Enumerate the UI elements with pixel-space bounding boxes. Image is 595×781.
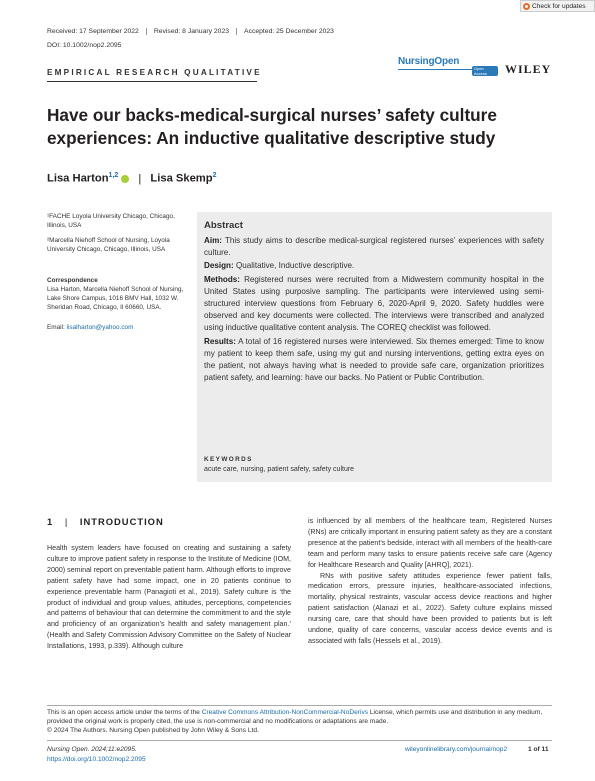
abstract-methods: [204, 274, 544, 335]
aim-text: This study aims to describe medical-surgical registered nurses’ experiences with safety culture.: [204, 236, 544, 258]
article-dates: [47, 28, 341, 35]
license-text-a: This is an open access article under the terms of the: [47, 709, 200, 716]
author-2[interactable]: Lisa Skemp: [150, 172, 213, 185]
author-1-affiliation: 1,2: [108, 172, 119, 179]
open-access-badge: Open Access: [472, 66, 498, 76]
abstract-aim: [204, 235, 544, 259]
section-heading-introduction: [47, 516, 164, 527]
affiliation-1: ¹FACHE Loyola University Chicago, Chicago, Illinois, USA: [47, 213, 175, 229]
abstract-box: [197, 212, 552, 482]
intro-paragraph-1: Health system leaders have focused on creating and sustaining a safety culture to improve patient safety in response to the Institute of Medicine (IOM, 2000) seminal report on preventable patient harm. Although efforts to improve patient safety have had some impact, one in 20 patients continue to experience preventable harm (Panagioti et al., 2019). Safety culture is ‘the product of individual and group values, attitudes, perceptions, competencies and patterns of behaviour that can determine the commitment to and the style and proficiency of an organization’s health and safety management plan.’ (Health and Safety Commission Advisory Committee on the Safety of Nuclear Installations, 1993, p.339). Although culture: [47, 544, 291, 651]
intro-paragraph-2: is influenced by all members of the healthcare team, Registered Nurses (RNs) are critically important in ensuring patient safety as they are a constant presence at the patient’s bedside, interact with all members of the health-care team and perform many tasks to ensure patients receive safe care (Agency for Healthcare Research and Quality [AHRQ], 2021).: [308, 517, 552, 569]
doi-text: DOI: 10.1002/nop2.2095: [47, 42, 122, 49]
accepted-date: Accepted: 25 December 2023: [236, 28, 341, 35]
keywords-label: KEYWORDS: [204, 456, 253, 463]
doi-link[interactable]: https://doi.org/10.1002/nop2.2095: [47, 756, 146, 763]
abstract-body: [204, 235, 544, 385]
correspondence-email: [47, 323, 192, 332]
received-date: Received: 17 September 2022: [47, 28, 139, 35]
author-1[interactable]: Lisa Harton: [47, 172, 109, 185]
results-text: A total of 16 registered nurses were interviewed. Six themes emerged: Time to know my patient to keep them safe, using my gut and nursing interventions, getting extra eyes on the patient, not always having what is needed to provide safe care, organization prioritizes patient safety, and learning: have our backs. No Patient or Public Contribution.: [204, 336, 544, 383]
affiliation-2: ²Marcella Niehoff School of Nursing, Loyola University Chicago, Chicago, Illinois, USA: [47, 237, 170, 253]
keywords-text: acute care, nursing, patient safety, safety culture: [204, 466, 355, 473]
section-number: 1: [47, 516, 54, 527]
aim-label: Aim:: [204, 236, 222, 245]
revised-date: Revised: 8 January 2023: [146, 28, 236, 35]
section-title: INTRODUCTION: [79, 516, 164, 527]
article-title: Have our backs-medical-surgical nurses’ safety culture experiences: An inductive qualitative descriptive study: [47, 105, 497, 148]
journal-site-link[interactable]: wileyonlinelibrary.com/journal/nop2: [405, 746, 508, 753]
section-divider: [47, 81, 257, 82]
correspondence-label: Correspondence: [47, 277, 98, 284]
journal-logo-text: NursingOpen: [398, 56, 460, 67]
methods-label: Methods:: [204, 274, 240, 284]
license-divider: [47, 705, 552, 706]
publisher-logo: WILEY: [505, 62, 552, 76]
abstract-title: Abstract: [204, 220, 243, 231]
abstract-results: [204, 336, 544, 385]
citation-text: Nursing Open. 2024;11:e2095.: [47, 746, 137, 753]
orcid-icon[interactable]: [121, 175, 129, 183]
methods-text: Registered nurses were recruited from a Midwestern community hospital in the United States using purposive sampling. The participants were interviewed using semi-structured interview questions from February 6, 2020-April 9, 2020. Safety huddles were observed and key documents were collected. The interviews were transcribed and analyzed using inductive qualitative content analysis. The COREQ checklist was followed.: [204, 274, 545, 333]
email-link[interactable]: lisalharton@yahoo.com: [66, 324, 134, 331]
author-separator: |: [138, 172, 142, 185]
author-2-affiliation: 2: [212, 172, 217, 179]
check-for-updates-button[interactable]: [520, 0, 595, 12]
intro-column-right: [308, 516, 552, 647]
license-text: [47, 708, 552, 735]
email-label: Email:: [47, 324, 65, 331]
design-label: Design:: [204, 261, 234, 271]
license-link[interactable]: Creative Commons Attribution-NonCommercial-NoDerivs: [201, 709, 369, 716]
footer-divider: [47, 740, 552, 741]
refresh-icon: [523, 3, 530, 10]
author-list: [47, 172, 217, 185]
results-label: Results:: [204, 336, 236, 346]
abstract-design: [204, 260, 544, 272]
check-for-updates-label: Check for updates: [532, 2, 586, 10]
journal-logo: [398, 56, 498, 76]
license-text-b: License, which permits use and distribution in any medium, provided the original work is properly cited, the use is non-commercial and no modifications or adaptations are made.: [47, 709, 543, 725]
copyright-text: © 2024 The Authors. Nursing Open published by John Wiley & Sons Ltd.: [47, 727, 259, 734]
correspondence-address: Lisa Harton, Marcella Niehoff School of Nursing, Lake Shore Campus, 1016 BMV Hall, 1032 W. Sheridan Road, Chicago, Il 60660, USA.: [47, 286, 184, 311]
section-label: EMPIRICAL RESEARCH QUALITATIVE: [47, 68, 262, 77]
intro-column-left: [47, 543, 291, 652]
design-text: Qualitative, Inductive descriptive.: [235, 261, 355, 271]
section-separator: |: [64, 516, 69, 527]
page-number: 1 of 11: [528, 746, 549, 753]
intro-paragraph-3: RNs with positive safety attitudes experience fewer patient falls, medication errors, pressure injuries, healthcare-associated infections, mortality, physical restraints, vascular access device reactions and higher patient satisfaction (Alanazi et al., 2022). Safety culture explains missed nursing care, care that should have been provided to patients but is left undone, quality of care concerns, vascular access device events and is associated with falls (Hessels et al., 2019).: [308, 571, 552, 645]
